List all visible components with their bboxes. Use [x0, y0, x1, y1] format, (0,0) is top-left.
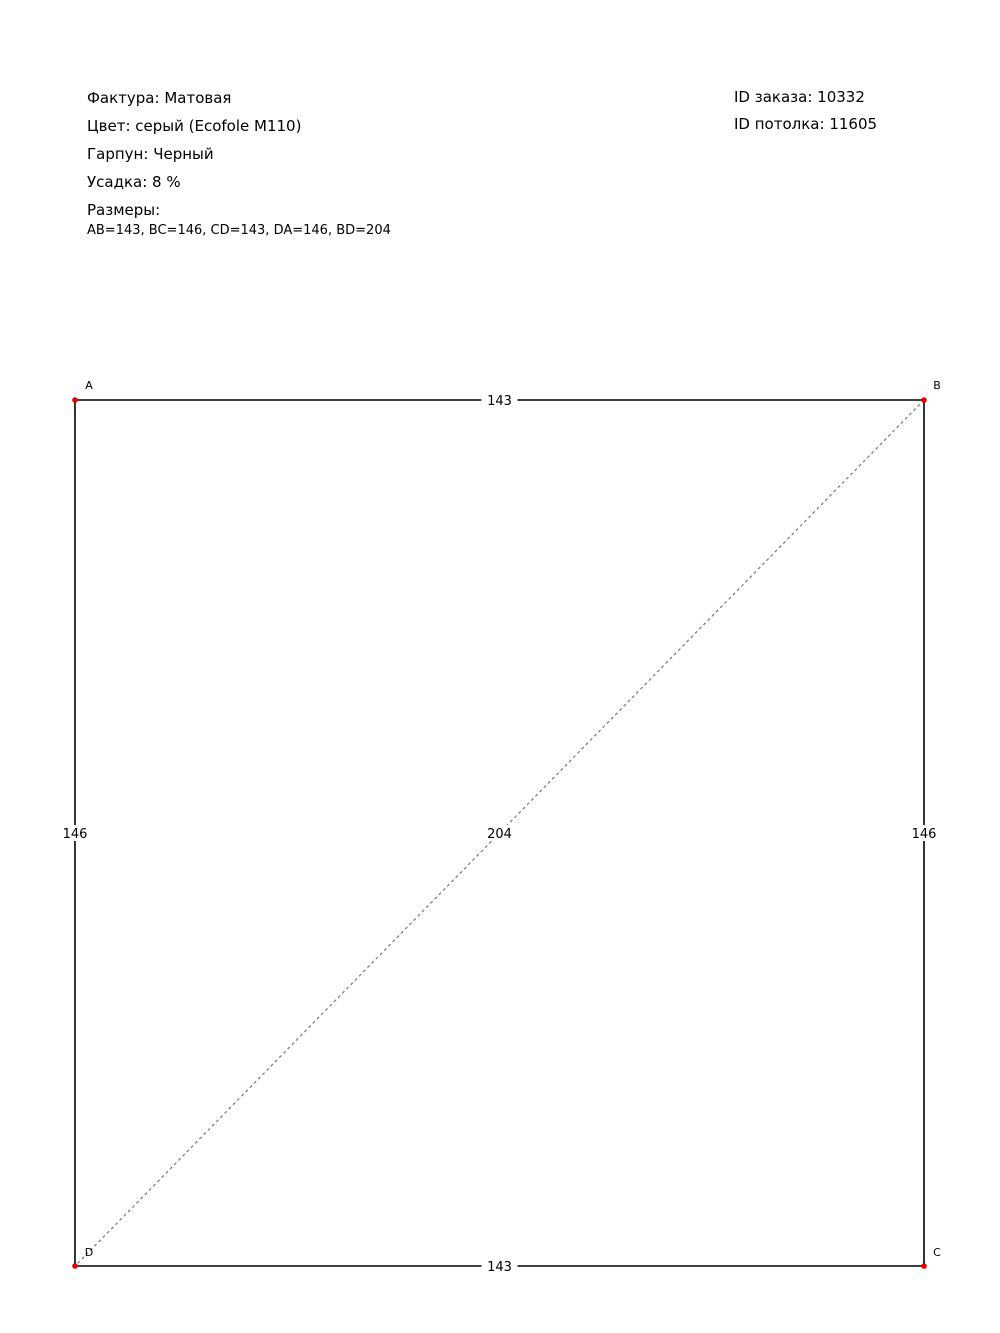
order-id-value: 10332 [817, 88, 865, 106]
shrink-value: 8 % [152, 173, 181, 191]
ceiling-id-value: 11605 [829, 115, 878, 133]
vertex-label-B: B [933, 379, 941, 392]
vertex-C [921, 1263, 927, 1269]
edge-CD-label: 143 [487, 1260, 512, 1275]
edge-AB-label: 143 [487, 394, 512, 409]
harpoon-label: Гарпун : [87, 145, 153, 163]
vertex-label-D: D [84, 1246, 94, 1259]
dimensions-values: AB=143, BC=146, CD=143, DA=146, BD=204 [87, 223, 391, 238]
texture-label: Фактура : [87, 89, 164, 107]
texture-value: Матовая [164, 89, 232, 107]
ceiling-id-label: ID потолка : [734, 115, 829, 133]
vertex-label-C: C [933, 1246, 941, 1259]
dimensions-label: Размеры: [87, 201, 161, 219]
harpoon-value: Черный [153, 145, 214, 163]
vertex-B [921, 397, 927, 403]
shrink-label: Усадка : [87, 173, 152, 191]
vertex-A [72, 397, 78, 403]
color-label: Цвет : [87, 117, 135, 135]
color-value: серый (Ecofole M110) [135, 117, 302, 135]
diagonal-BD-label: 204 [487, 827, 512, 842]
edge-DA-label: 146 [62, 827, 88, 842]
order-id-label: ID заказа : [734, 88, 817, 106]
vertex-D [72, 1263, 78, 1269]
vertex-label-A: A [85, 379, 93, 392]
edge-BC-label: 146 [911, 827, 937, 842]
